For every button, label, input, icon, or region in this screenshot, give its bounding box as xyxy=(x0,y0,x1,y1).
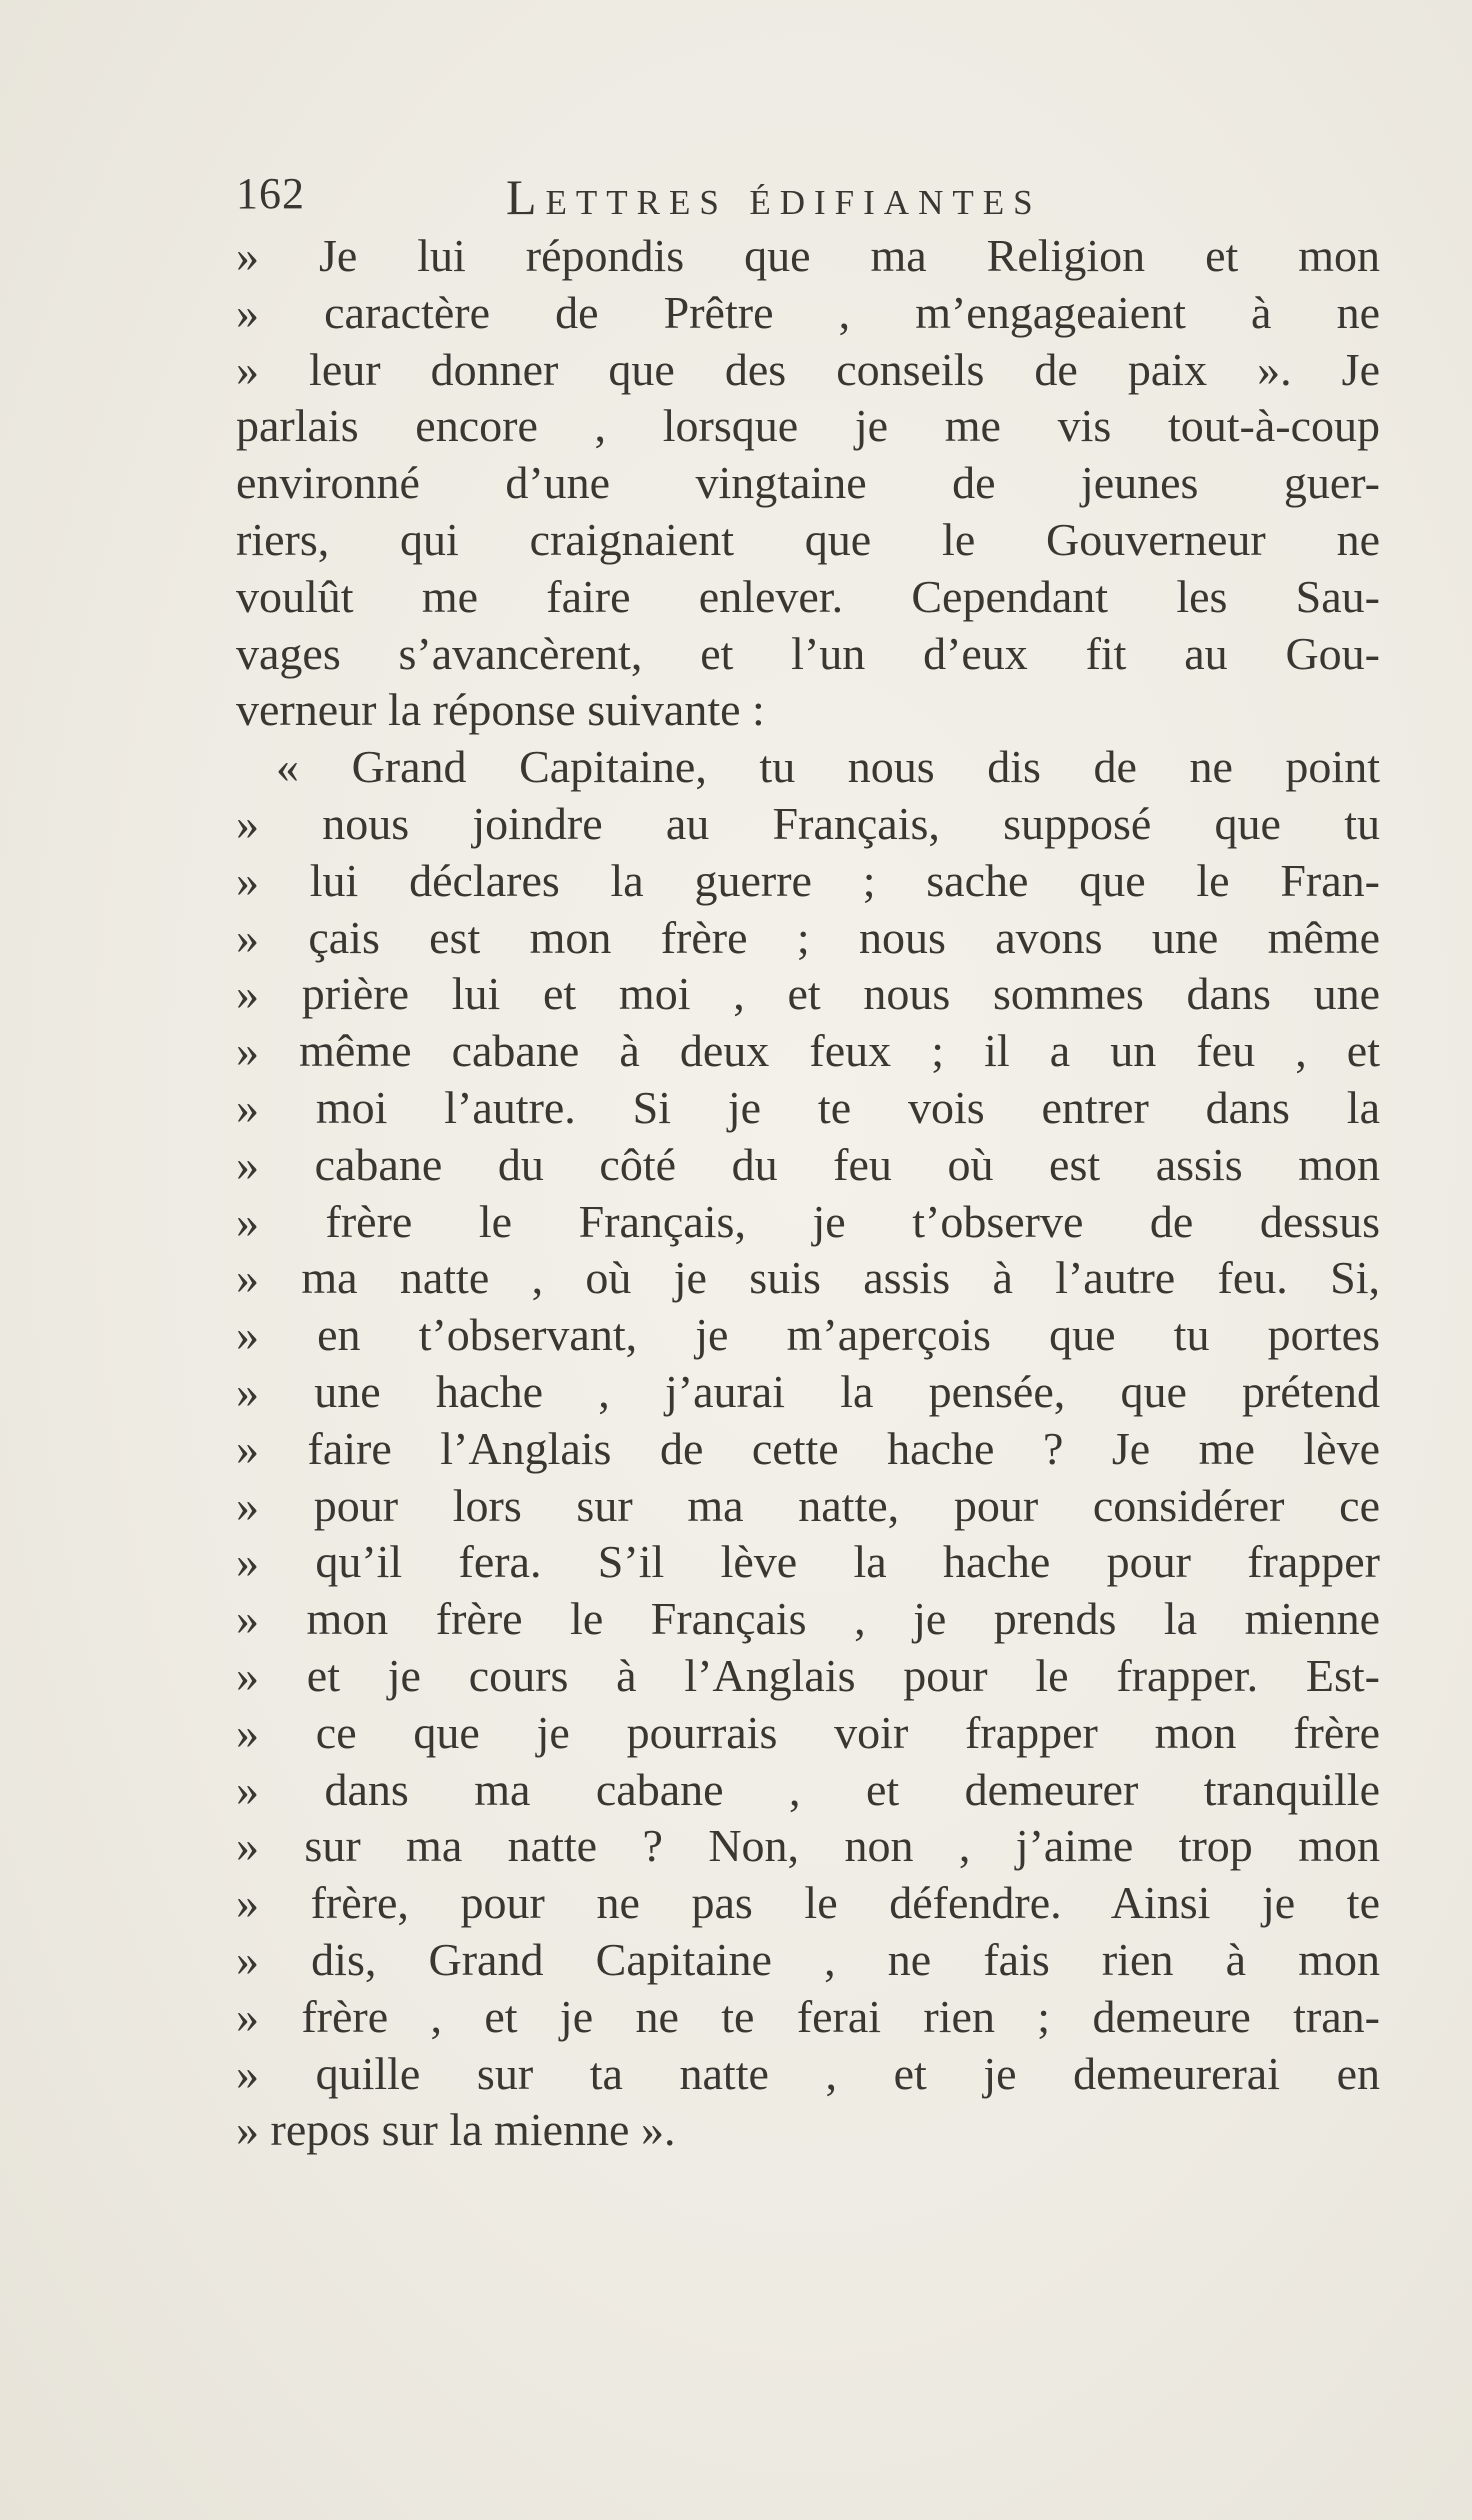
running-title: Lettres édifiantes xyxy=(506,169,1042,225)
text-line: » même cabane à deux feux ; il a un feu , et xyxy=(236,1025,1380,1077)
text-line: » Je lui répondis que ma Religion et mon xyxy=(236,230,1380,281)
text-line: » caractère de Prêtre , m’engageaient à ne xyxy=(236,286,1380,338)
text-line: » çais est mon frère ; nous avons une même xyxy=(236,911,1380,963)
text-line: » frère le Français, je t’observe de dessus xyxy=(236,1195,1380,1247)
text-line: » dis, Grand Capitaine , ne fais rien à mon xyxy=(236,1933,1380,1985)
text-line: » sur ma natte ? Non, non , j’aime trop mon xyxy=(236,1820,1380,1872)
text-line: » pour lors sur ma natte, pour considérer ce xyxy=(236,1479,1380,1531)
text-line: environné d’une vingtaine de jeunes guer- xyxy=(236,457,1380,509)
text-line: voulût me faire enlever. Cependant les Sau- xyxy=(236,570,1380,622)
text-line: » une hache , j’aurai la pensée, que prétend xyxy=(236,1365,1380,1417)
text-line: » moi l’autre. Si je te vois entrer dans la xyxy=(236,1081,1380,1133)
text-line: parlais encore , lorsque je me vis tout-à-coup xyxy=(236,400,1380,452)
text-line: » lui déclares la guerre ; sache que le Fran- xyxy=(236,854,1380,906)
body-text xyxy=(236,228,1380,2159)
text-line: » en t’observant, je m’aperçois que tu portes xyxy=(236,1309,1380,1361)
text-line: » qu’il fera. S’il lève la hache pour frapper xyxy=(236,1536,1380,1588)
text-line: » frère, pour ne pas le défendre. Ainsi je te xyxy=(236,1877,1380,1929)
text-line: riers, qui craignaient que le Gouverneur ne xyxy=(236,513,1380,565)
text-line: » dans ma cabane , et demeurer tranquille xyxy=(236,1763,1380,1815)
page-number: 162 xyxy=(236,169,305,218)
text-line: vages s’avancèrent, et l’un d’eux fit au Gou- xyxy=(236,627,1380,679)
text-line: » leur donner que des conseils de paix ». Je xyxy=(236,343,1380,395)
text-line: « Grand Capitaine, tu nous dis de ne point xyxy=(276,741,1380,793)
text-line: verneur la réponse suivante : xyxy=(236,684,765,736)
text-line: » frère , et je ne te ferai rien ; demeure tran- xyxy=(236,1990,1380,2042)
text-line: » faire l’Anglais de cette hache ? Je me lève xyxy=(236,1422,1380,1474)
text-line: » ma natte , où je suis assis à l’autre feu. Si, xyxy=(236,1252,1380,1304)
text-line: » nous joindre au Français, supposé que tu xyxy=(236,797,1380,849)
text-line: » quille sur ta natte , et je demeurerai en xyxy=(236,2047,1380,2099)
text-line: » prière lui et moi , et nous sommes dans une xyxy=(236,968,1380,1020)
text-line: » et je cours à l’Anglais pour le frapper. Est- xyxy=(236,1649,1380,1701)
page-header xyxy=(236,168,1236,232)
text-line: » mon frère le Français , je prends la mienne xyxy=(236,1593,1380,1645)
text-line: » cabane du côté du feu où est assis mon xyxy=(236,1138,1380,1190)
text-line: » ce que je pourrais voir frapper mon frère xyxy=(236,1706,1380,1758)
text-line: » repos sur la mienne ». xyxy=(236,2104,676,2156)
